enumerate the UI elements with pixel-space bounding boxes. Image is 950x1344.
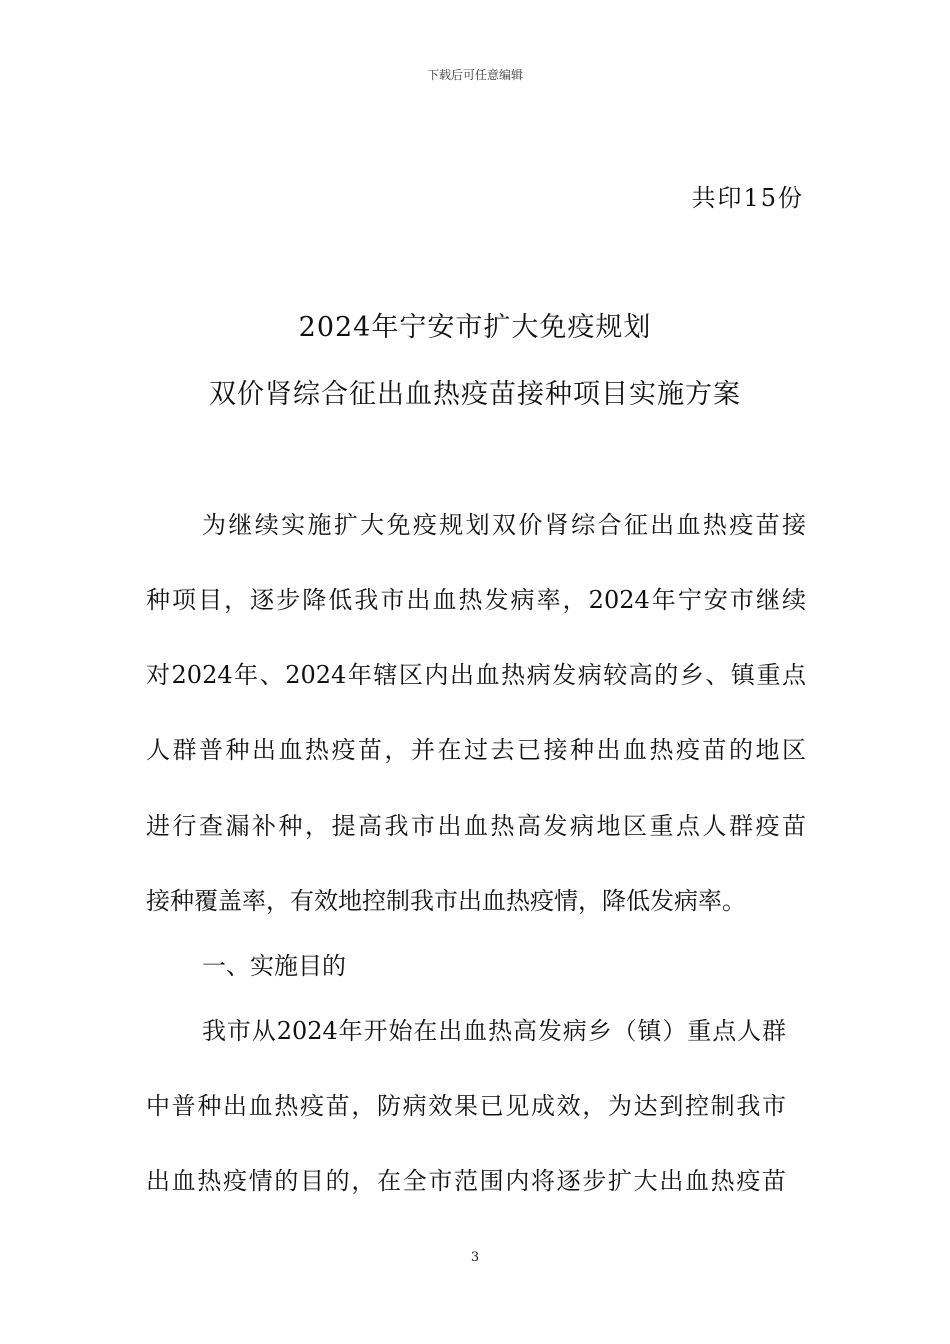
paragraph-line: 对2024年、2024年辖区内出血热病发病较高的乡、镇重点: [146, 661, 806, 689]
page-number: 3: [470, 1250, 480, 1265]
paragraph-line: 人群普种出血热疫苗，并在过去已接种出血热疫苗的地区: [146, 736, 806, 764]
document-title-line-2: 双价肾综合征出血热疫苗接种项目实施方案: [209, 379, 741, 410]
header-note: 下载后可任意编辑: [426, 68, 523, 82]
section-heading: 一、实施目的: [202, 952, 346, 980]
paragraph-line: 种项目，逐步降低我市出血热发病率，2024年宁安市继续: [146, 586, 806, 614]
paragraph-line: 进行查漏补种，提高我市出血热高发病地区重点人群疫苗: [146, 812, 806, 840]
paragraph-line: 中普种出血热疫苗，防病效果已见成效，为达到控制我市: [146, 1092, 786, 1120]
paragraph-line: 我市从2024年开始在出血热高发病乡（镇）重点人群: [202, 1017, 786, 1045]
document-title-line-1: 2024年宁安市扩大免疫规划: [298, 312, 652, 343]
paragraph-line: 为继续实施扩大免疫规划双价肾综合征出血热疫苗接: [202, 511, 806, 539]
paragraph-line: 接种覆盖率，有效地控制我市出血热疫情，降低发病率。: [146, 887, 746, 915]
paragraph-line: 出血热疫情的目的，在全市范围内将逐步扩大出血热疫苗: [146, 1167, 786, 1195]
copies-count: 共印15份: [691, 184, 804, 212]
